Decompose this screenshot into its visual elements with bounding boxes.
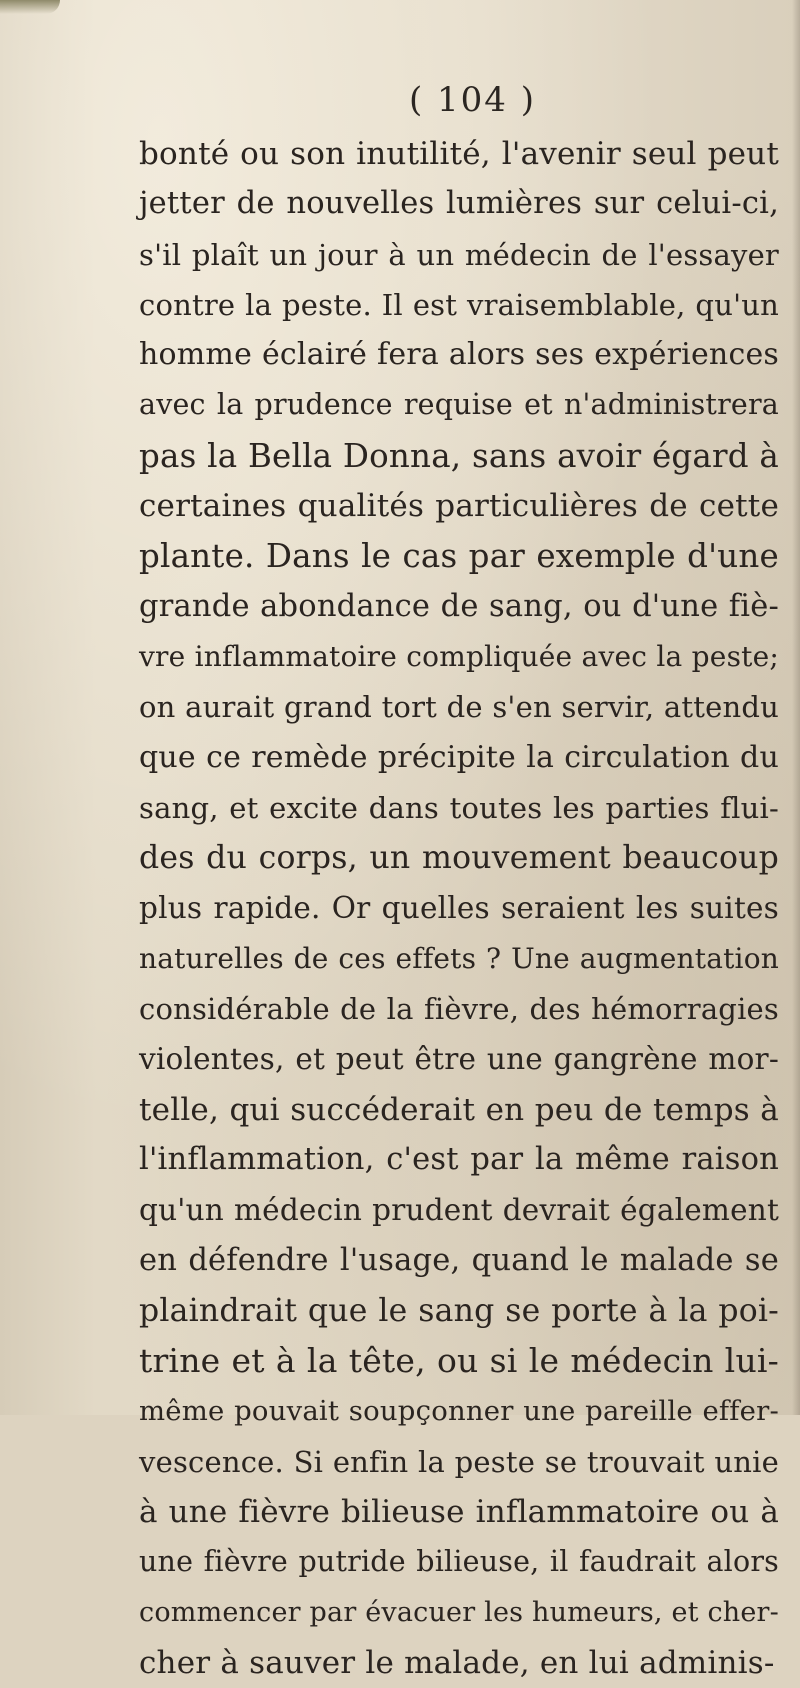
page-edge-shadow bbox=[792, 0, 800, 1415]
page-corner-stain bbox=[0, 0, 60, 14]
text-line: l'inflammation, c'est par la même raison bbox=[139, 1141, 779, 1177]
text-line: s'il plaît un jour à un médecin de l'essayer bbox=[139, 237, 779, 272]
text-line: cher à sauver le malade, en lui adminis- bbox=[139, 1644, 775, 1681]
text-line: grande abondance de sang, ou d'une fiè- bbox=[139, 588, 779, 624]
text-line: une fièvre putride bilieuse, il faudrait alors bbox=[139, 1545, 779, 1579]
text-line: plante. Dans le cas par exemple d'une bbox=[139, 537, 779, 576]
text-line: que ce remède précipite la circulation du bbox=[139, 739, 779, 775]
text-line: sang, et excite dans toutes les parties flui- bbox=[139, 790, 779, 825]
text-line: qu'un médecin prudent devrait également bbox=[139, 1193, 779, 1228]
body-text bbox=[139, 129, 779, 1688]
text-line: violentes, et peut être une gangrène mor- bbox=[139, 1042, 779, 1077]
text-line: plaindrait que le sang se porte à la poi- bbox=[139, 1292, 779, 1329]
text-line: contre la peste. Il est vraisemblable, qu'un bbox=[139, 287, 779, 322]
text-line: bonté ou son inutilité, l'avenir seul peut bbox=[139, 136, 779, 172]
text-line: naturelles de ces effets ? Une augmentation bbox=[139, 941, 779, 975]
text-line: en défendre l'usage, quand le malade se bbox=[139, 1242, 779, 1278]
text-line: pas la Bella Donna, sans avoir égard à bbox=[139, 436, 779, 475]
text-line: on aurait grand tort de s'en servir, attendu bbox=[139, 690, 779, 725]
text-line: même pouvait soupçonner une pareille effer- bbox=[139, 1395, 779, 1428]
text-line: avec la prudence requise et n'administrera bbox=[139, 388, 779, 422]
text-line: vescence. Si enfin la peste se trouvait unie bbox=[139, 1444, 779, 1479]
text-line: jetter de nouvelles lumières sur celui-ci, bbox=[139, 186, 779, 222]
text-line: commencer par évacuer les humeurs, et cher- bbox=[139, 1596, 779, 1628]
text-line: certaines qualités particulières de cette bbox=[139, 488, 779, 525]
text-line: vre inflammatoire compliquée avec la peste; bbox=[139, 639, 779, 673]
page-number: ( 104 ) bbox=[408, 80, 537, 120]
text-line: trine et à la tête, ou si le médecin lui- bbox=[139, 1341, 779, 1381]
text-line: plus rapide. Or quelles seraient les suites bbox=[139, 891, 779, 926]
text-line: considérable de la fièvre, des hémorragies bbox=[139, 992, 779, 1027]
text-line: telle, qui succéderait en peu de temps à bbox=[139, 1091, 779, 1128]
text-line: des du corps, un mouvement beaucoup bbox=[139, 840, 779, 877]
text-line: à une fièvre bilieuse inflammatoire ou à bbox=[139, 1494, 779, 1531]
text-line: homme éclairé fera alors ses expériences bbox=[139, 337, 779, 373]
